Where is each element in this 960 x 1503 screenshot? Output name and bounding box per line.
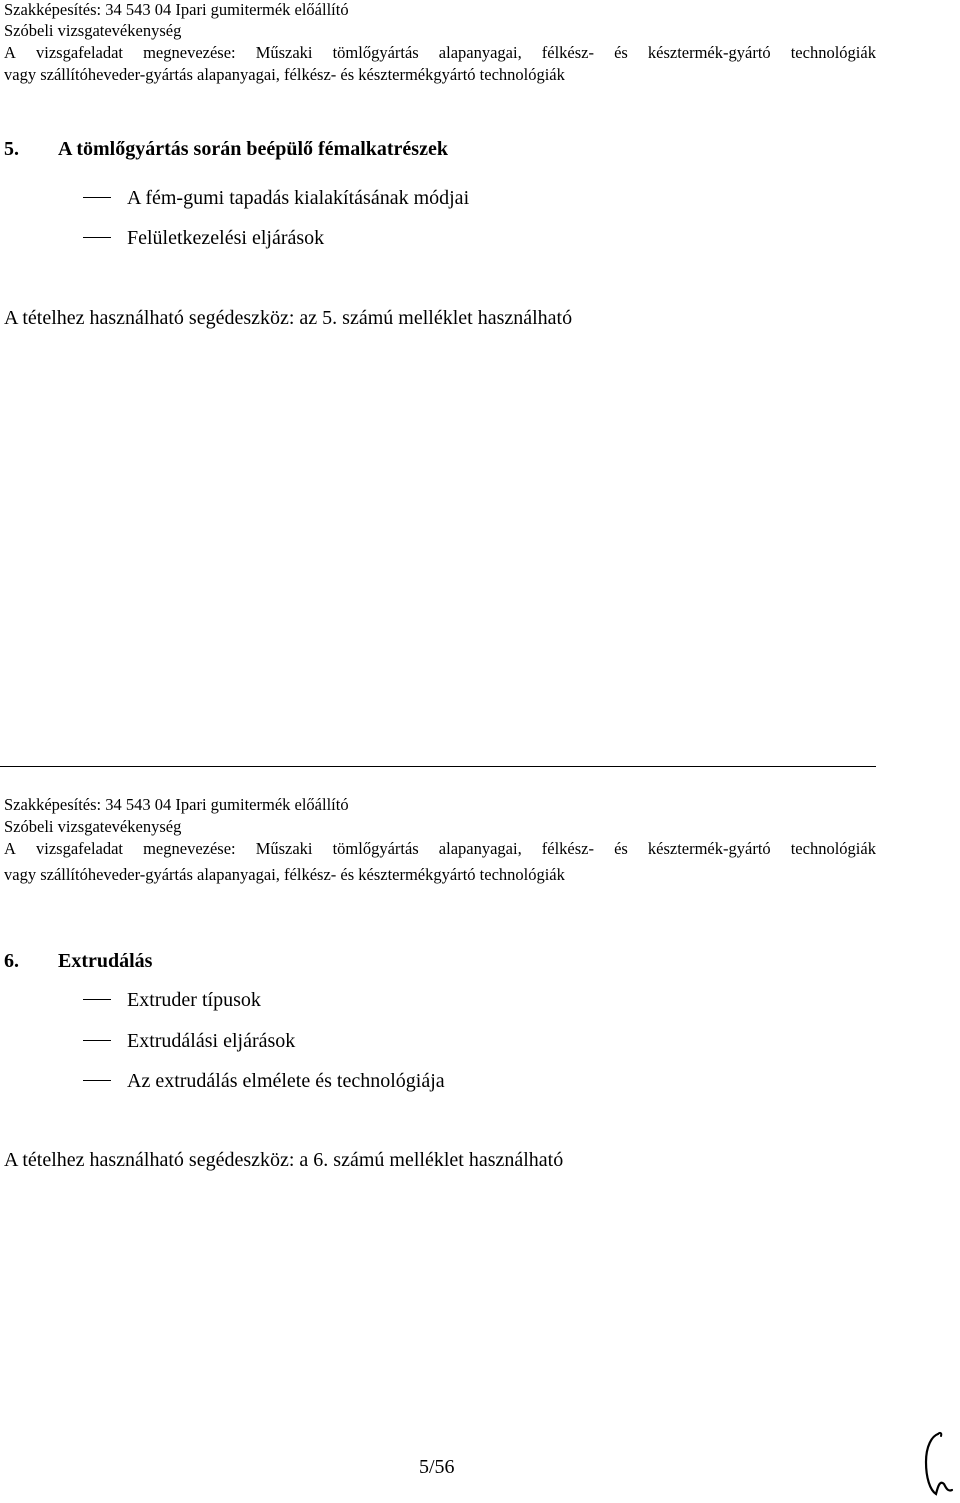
section-title-text: A tömlőgyártás során beépülő fémalkatrészek bbox=[58, 138, 448, 160]
dash-bullet-icon bbox=[83, 999, 111, 1000]
header-task-name: A vizsgafeladat megnevezése: Műszaki tömlőgyártás alapanyagai, félkész- és késztermék-gyártó technológiák bbox=[4, 839, 876, 858]
section-title-text: Extrudálás bbox=[58, 950, 153, 972]
section-number: 5. bbox=[4, 138, 19, 160]
section-title bbox=[4, 950, 152, 973]
section-note: A tételhez használható segédeszköz: a 6. számú melléklet használható bbox=[4, 1149, 564, 1171]
header-task-name-cont: vagy szállítóheveder-gyártás alapanyagai, félkész- és késztermékgyártó technológiák bbox=[4, 65, 565, 84]
divider bbox=[0, 766, 876, 767]
page-number: 5/56 bbox=[419, 1456, 455, 1478]
list-item: Extrudálási eljárások bbox=[83, 1030, 295, 1053]
section-number: 6. bbox=[4, 950, 19, 972]
dash-bullet-icon bbox=[83, 237, 111, 238]
signature-mark bbox=[918, 1428, 958, 1500]
dash-bullet-icon bbox=[83, 197, 111, 198]
dash-bullet-icon bbox=[83, 1040, 111, 1041]
header-task-name: A vizsgafeladat megnevezése: Műszaki tömlőgyártás alapanyagai, félkész- és késztermék-gyártó technológiák bbox=[4, 43, 876, 62]
list-item: Extruder típusok bbox=[83, 989, 261, 1012]
dash-bullet-icon bbox=[83, 1080, 111, 1081]
section-note: A tételhez használható segédeszköz: az 5. számú melléklet használható bbox=[4, 307, 573, 329]
list-item: Az extrudálás elmélete és technológiája bbox=[83, 1070, 445, 1093]
header-exam-type: Szóbeli vizsgatevékenység bbox=[4, 21, 182, 40]
header-exam-type: Szóbeli vizsgatevékenység bbox=[4, 817, 182, 836]
header-task-name-cont: vagy szállítóheveder-gyártás alapanyagai, félkész- és késztermékgyártó technológiák bbox=[4, 865, 565, 884]
section-title bbox=[4, 138, 448, 161]
header-qualification: Szakképesítés: 34 543 04 Ipari gumitermék előállító bbox=[4, 0, 349, 19]
header-qualification: Szakképesítés: 34 543 04 Ipari gumitermék előállító bbox=[4, 795, 349, 814]
list-item: Felületkezelési eljárások bbox=[83, 227, 324, 250]
list-item: A fém-gumi tapadás kialakításának módjai bbox=[83, 187, 469, 210]
